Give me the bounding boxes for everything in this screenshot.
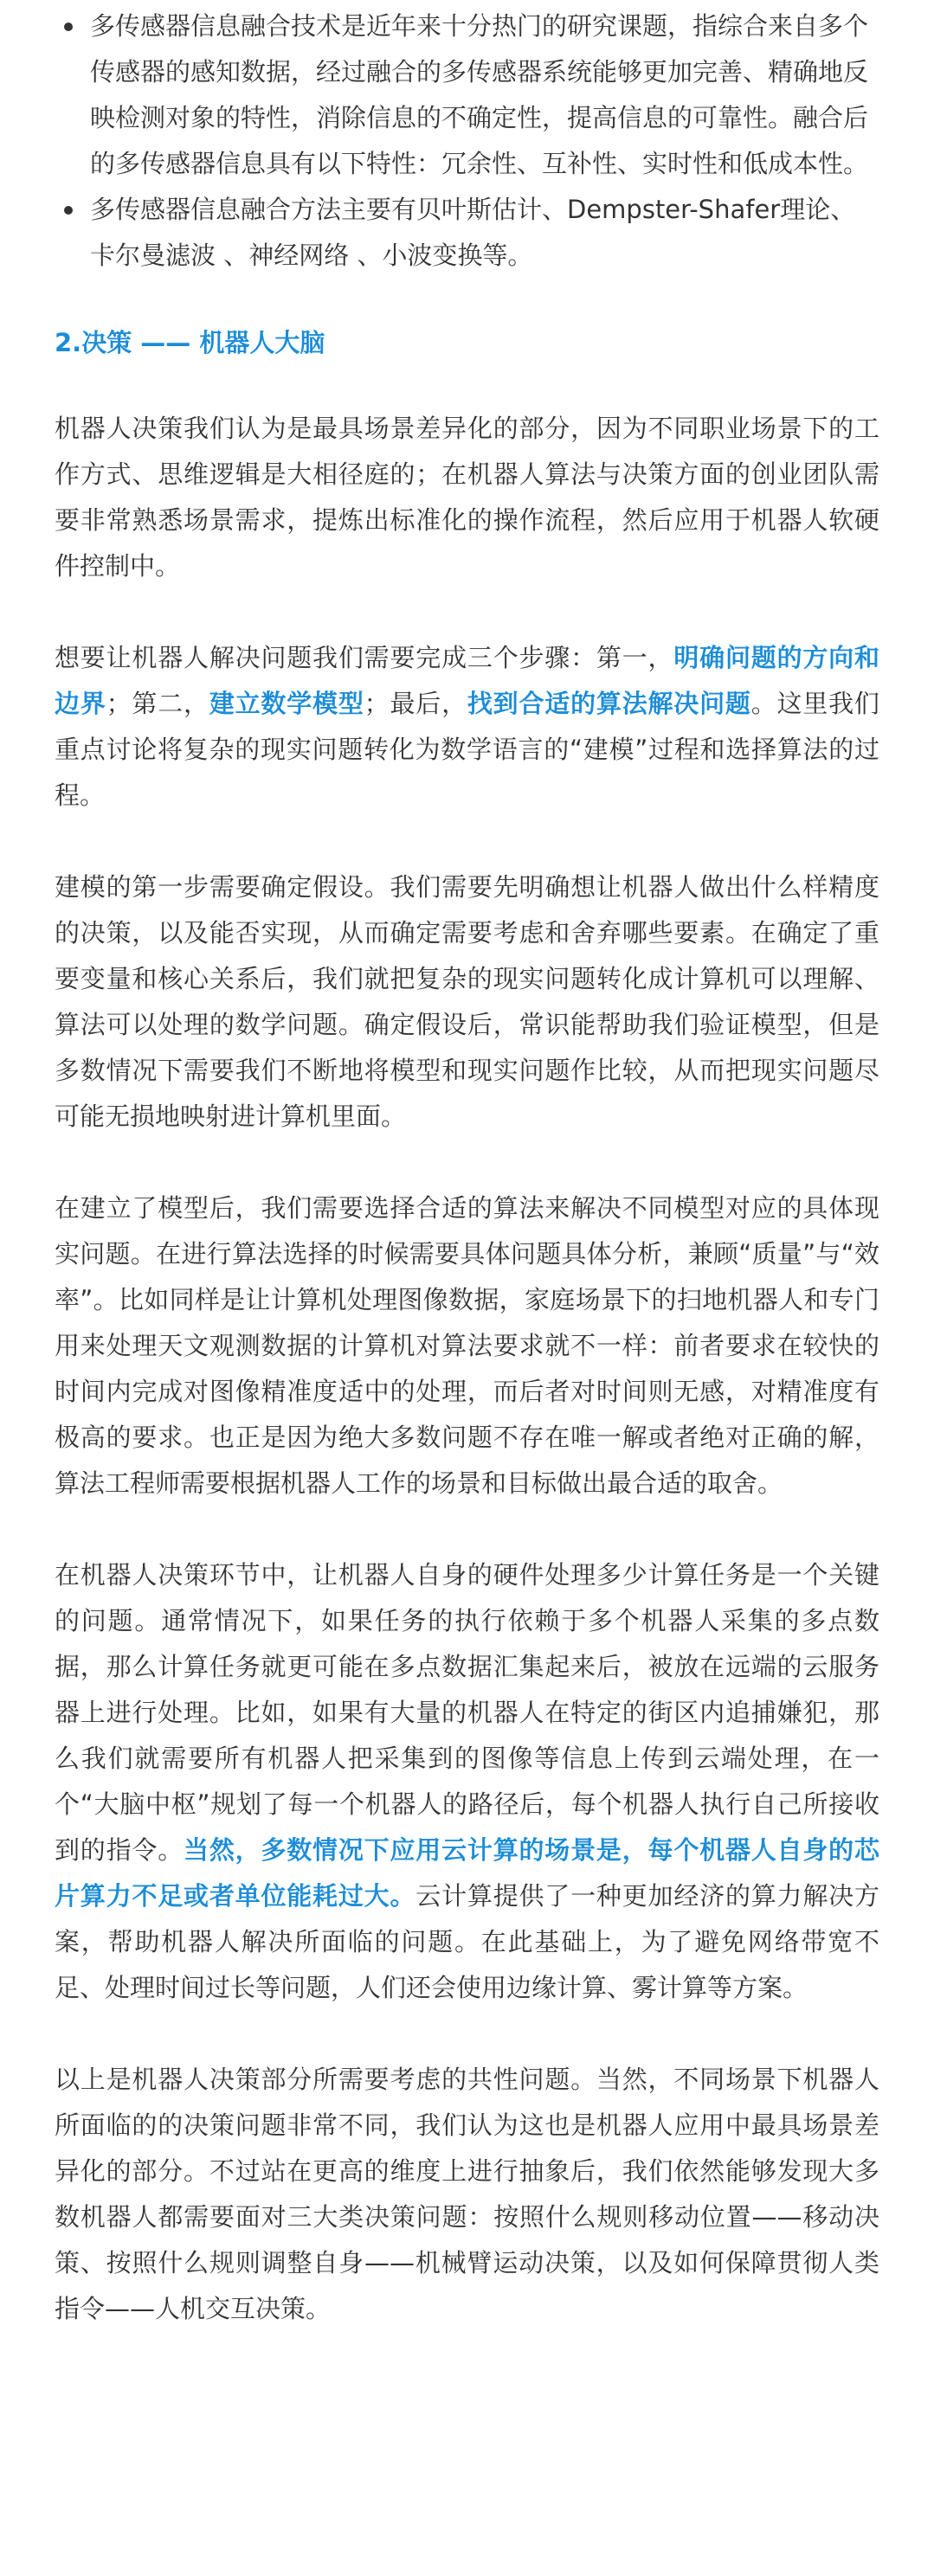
highlight-text: 当然，多数情况下应用云计算的场景是，每个机器人自身的芯片算力不足或者单位能耗过大。 xyxy=(55,1835,879,1911)
text-segment: ；最后， xyxy=(364,689,467,718)
highlight-text: 找到合适的算法解决问题 xyxy=(467,689,751,718)
bullet-list xyxy=(55,3,879,279)
paragraph-5 xyxy=(55,1552,879,2011)
paragraph-3: 建模的第一步需要确定假设。我们需要先明确想让机器人做出什么样精度的决策，以及能否实现，从而确定需要考虑和舍弃哪些要素。在确定了重要变量和核心关系后，我们就把复杂的现实问题转化成计算机可以理解、算法可以处理的数学问题。确定假设后，常识能帮助我们验证模型，但是多数情况下需要我们不断地将模型和现实问题作比较，从而把现实问题尽可能无损地映射进计算机里面。 xyxy=(55,872,879,1131)
article-body xyxy=(0,3,934,2332)
list-item xyxy=(55,187,879,279)
paragraph-4: 在建立了模型后，我们需要选择合适的算法来解决不同模型对应的具体现实问题。在进行算法选择的时候需要具体问题具体分析，兼顾“质量”与“效率”。比如同样是让计算机处理图像数据，家庭场景下的扫地机器人和专门用来处理天文观测数据的计算机对算法要求就不一样：前者要求在较快的时间内完成对图像精准度适中的处理，而后者对时间则无感，对精准度有极高的要求。也正是因为绝大多数问题不存在唯一解或者绝对正确的解，算法工程师需要根据机器人工作的场景和目标做出最合适的取舍。 xyxy=(55,1193,879,1498)
paragraph-2 xyxy=(55,635,879,819)
bullet-dot-icon xyxy=(64,22,73,31)
text-segment: 。这里我们重点讨论将复杂的现实问题转化为数学语言的“建模”过程和选择算法的过程。 xyxy=(55,689,879,810)
bullet-text: 多传感器信息融合方法主要有贝叶斯估计、Dempster-Shafer理论、卡尔曼滤波 、神经网络 、小波变换等。 xyxy=(90,195,856,270)
highlight-text: 明确问题的方向和边界 xyxy=(55,643,879,718)
text-segment: 想要让机器人解决问题我们需要完成三个步骤：第一， xyxy=(55,643,674,672)
text-segment: ；第二， xyxy=(106,689,209,718)
text-segment: 云计算提供了一种更加经济的算力解决方案，帮助机器人解决所面临的问题。在此基础上，为了避免网络带宽不足、处理时间过长等问题，人们还会使用边缘计算、雾计算等方案。 xyxy=(55,1881,879,2002)
highlight-text: 建立数学模型 xyxy=(209,689,364,718)
paragraph-1: 机器人决策我们认为是最具场景差异化的部分，因为不同职业场景下的工作方式、思维逻辑是大相径庭的；在机器人算法与决策方面的创业团队需要非常熟悉场景需求，提炼出标准化的操作流程，然后应用于机器人软硬件控制中。 xyxy=(55,414,879,581)
section-heading: 2.决策 —— 机器人大脑 xyxy=(55,328,325,357)
text-segment: 在机器人决策环节中，让机器人自身的硬件处理多少计算任务是一个关键的问题。通常情况下，如果任务的执行依赖于多个机器人采集的多点数据，那么计算任务就更可能在多点数据汇集起来后，被放在远端的云服务器上进行处理。比如，如果有大量的机器人在特定的街区内追捕嫌犯，那么我们就需要所有机器人把采集到的图像等信息上传到云端处理，在一个“大脑中枢”规划了每一个机器人的路径后，每个机器人执行自己所接收到的指令。 xyxy=(55,1560,879,1865)
bullet-text: 多传感器信息融合技术是近年来十分热门的研究课题，指综合来自多个传感器的感知数据，经过融合的多传感器系统能够更加完善、精确地反映检测对象的特性，消除信息的不确定性，提高信息的可靠性。融合后的多传感器信息具有以下特性：冗余性、互补性、实时性和低成本性。 xyxy=(90,11,869,178)
list-item xyxy=(55,3,879,187)
bullet-dot-icon xyxy=(64,206,73,215)
paragraph-6: 以上是机器人决策部分所需要考虑的共性问题。当然，不同场景下机器人所面临的的决策问题非常不同，我们认为这也是机器人应用中最具场景差异化的部分。不过站在更高的维度上进行抽象后，我们依然能够发现大多数机器人都需要面对三大类决策问题：按照什么规则移动位置——移动决策、按照什么规则调整自身——机械臂运动决策，以及如何保障贯彻人类指令——人机交互决策。 xyxy=(55,2065,879,2323)
